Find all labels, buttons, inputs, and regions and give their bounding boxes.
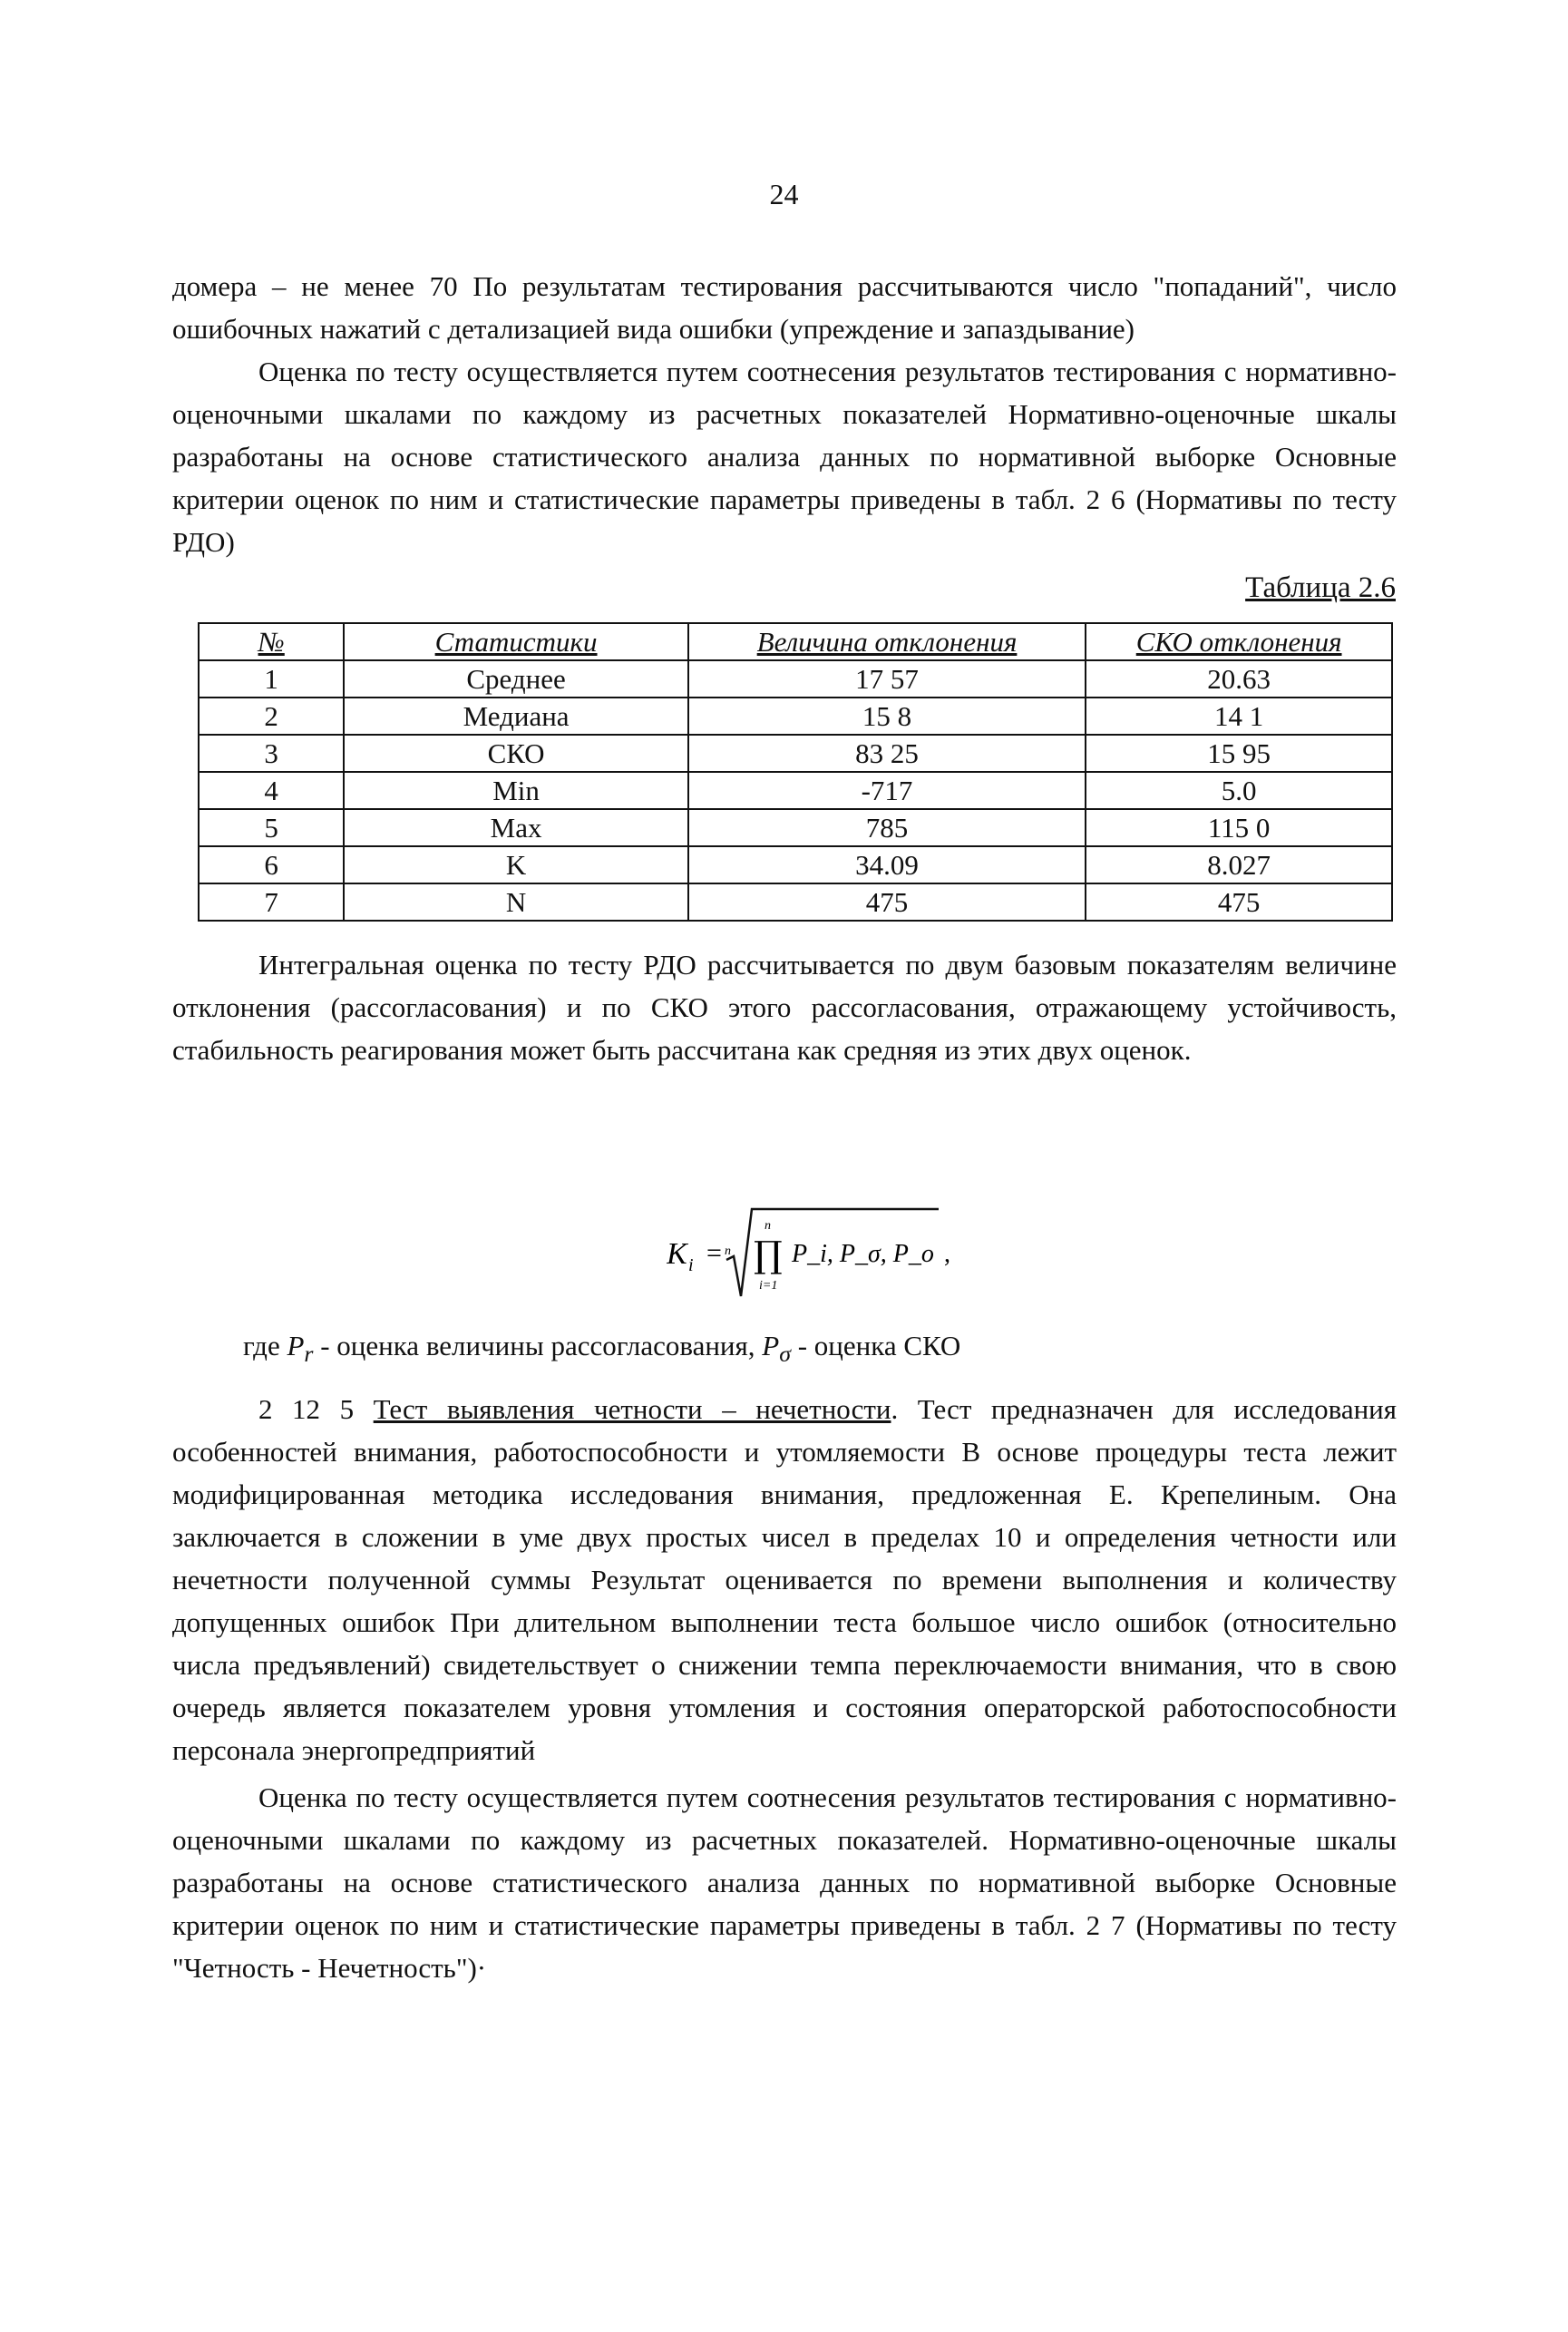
cell-statistic: Медиана <box>344 698 687 735</box>
cell-deviation: 34.09 <box>688 846 1086 883</box>
section-parity-test <box>172 1388 1397 1771</box>
formula-prod-bottom: i=1 <box>759 1279 778 1293</box>
product-icon: ∏ <box>754 1234 783 1276</box>
cell-number: 3 <box>199 735 344 772</box>
paragraph-integral: Интегральная оценка по тесту РДО рассчитывается по двум базовым показателям величине отклонения (рассогласования) и по СКО этого рассогласования, отражающему устойчивость, стабильность реагирования может быть рассчитана как средняя из этих двух оценок. <box>172 949 1397 1066</box>
header-statistics: Статистики <box>344 623 687 660</box>
table-row <box>199 698 1392 735</box>
cell-sko: 20.63 <box>1086 660 1392 698</box>
formula-legend <box>243 1324 1331 1375</box>
cell-statistic: K <box>344 846 687 883</box>
header-number: № <box>199 623 344 660</box>
table-row <box>199 883 1392 921</box>
cell-sko: 8.027 <box>1086 846 1392 883</box>
cell-statistic: СКО <box>344 735 687 772</box>
cell-deviation: -717 <box>688 772 1086 809</box>
cell-sko: 5.0 <box>1086 772 1392 809</box>
legend-sym1: P <box>287 1330 305 1361</box>
cell-sko: 115 0 <box>1086 809 1392 846</box>
section-title: Тест выявления четности – нечетности <box>373 1393 891 1425</box>
table-row <box>199 772 1392 809</box>
cell-deviation: 475 <box>688 883 1086 921</box>
formula-lhs-sub: i <box>688 1255 694 1275</box>
cell-number: 7 <box>199 883 344 921</box>
paragraph-intro <box>172 265 1397 563</box>
legend-prefix: где <box>243 1330 287 1361</box>
paragraph-text: домера – не менее 70 По результатам тестирования рассчитываются число "попаданий", число ошибочных нажатий с детализацией вида ошибки (упреждение и запаздывание) <box>172 270 1397 345</box>
cell-statistic: N <box>344 883 687 921</box>
cell-statistic: Max <box>344 809 687 846</box>
cell-statistic: Среднее <box>344 660 687 698</box>
header-deviation: Величина отклонения <box>688 623 1086 660</box>
legend-sym1-sub: r <box>304 1341 314 1368</box>
formula <box>667 1202 957 1302</box>
cell-number: 6 <box>199 846 344 883</box>
table-row <box>199 846 1392 883</box>
cell-number: 4 <box>199 772 344 809</box>
cell-number: 1 <box>199 660 344 698</box>
cell-number: 2 <box>199 698 344 735</box>
header-sko: СКО отклонения <box>1086 623 1392 660</box>
cell-deviation: 785 <box>688 809 1086 846</box>
cell-sko: 475 <box>1086 883 1392 921</box>
cell-sko: 14 1 <box>1086 698 1392 735</box>
table-header-row <box>199 623 1392 660</box>
formula-prod-top: n <box>765 1219 771 1233</box>
table-row <box>199 809 1392 846</box>
cell-deviation: 83 25 <box>688 735 1086 772</box>
formula-comma: , <box>944 1240 950 1268</box>
section-body: . Тест предназначен для исследования особенностей внимания, работоспособности и утомляемости В основе процедуры теста лежит модифицированная методика исследования внимания, предложенная Е. Крепелиным. Она заключается в сложении в уме двух простых чисел в пределах 10 и определения четности или нечетности полученной суммы Результат оценивается по времени выполнения и количеству допущенных ошибок При длительном выполнении теста большое число ошибок (относительно числа предъявлений) свидетельствует о снижении темпа переключаемости внимания, что в свою очередь является показателем уровня утомления и состояния операторской работоспособности персонала энергопредприятий <box>172 1393 1398 1766</box>
formula-root-index: n <box>725 1244 731 1258</box>
legend-text2: - оценка СКО <box>790 1330 961 1361</box>
legend-sym2-sub: σ <box>779 1341 791 1368</box>
cell-number: 5 <box>199 809 344 846</box>
table-row <box>199 735 1392 772</box>
cell-sko: 15 95 <box>1086 735 1392 772</box>
legend-sym2: P <box>762 1330 780 1361</box>
cell-statistic: Min <box>344 772 687 809</box>
formula-lhs: K <box>667 1237 687 1271</box>
formula-terms: P_i, P_σ, P_o <box>792 1240 934 1268</box>
cell-deviation: 17 57 <box>688 660 1086 698</box>
formula-equals: = <box>706 1238 722 1268</box>
cell-deviation: 15 8 <box>688 698 1086 735</box>
legend-text1: - оценка величины рассогласования, <box>313 1330 763 1361</box>
paragraph-parity-assessment: Оценка по тесту осуществляется путем соотнесения результатов тестирования с нормативно-оценочными шкалами по каждому из расчетных показателей. Нормативно-оценочные шкалы разработаны на основе статистического анализа данных по нормативной выборке Основные критерии оценок по ним и статистические параметры приведены в табл. 2 7 (Нормативы по тесту "Четность - Нечетность")· <box>172 1781 1397 1984</box>
table-caption: Таблица 2.6 <box>1245 571 1396 604</box>
paragraph-assessment: Оценка по тесту осуществляется путем соотнесения результатов тестирования с нормативно-оценочными шкалами по каждому из расчетных показателей Нормативно-оценочные шкалы разработаны на основе статистического анализа данных по нормативной выборке Основные критерии оценок по ним и статистические параметры приведены в табл. 2 6 (Нормативы по тесту РДО) <box>172 356 1397 558</box>
table-row <box>199 660 1392 698</box>
section-number: 2 12 5 <box>258 1393 355 1425</box>
page-number: 24 <box>769 178 799 210</box>
norms-table <box>198 622 1393 922</box>
